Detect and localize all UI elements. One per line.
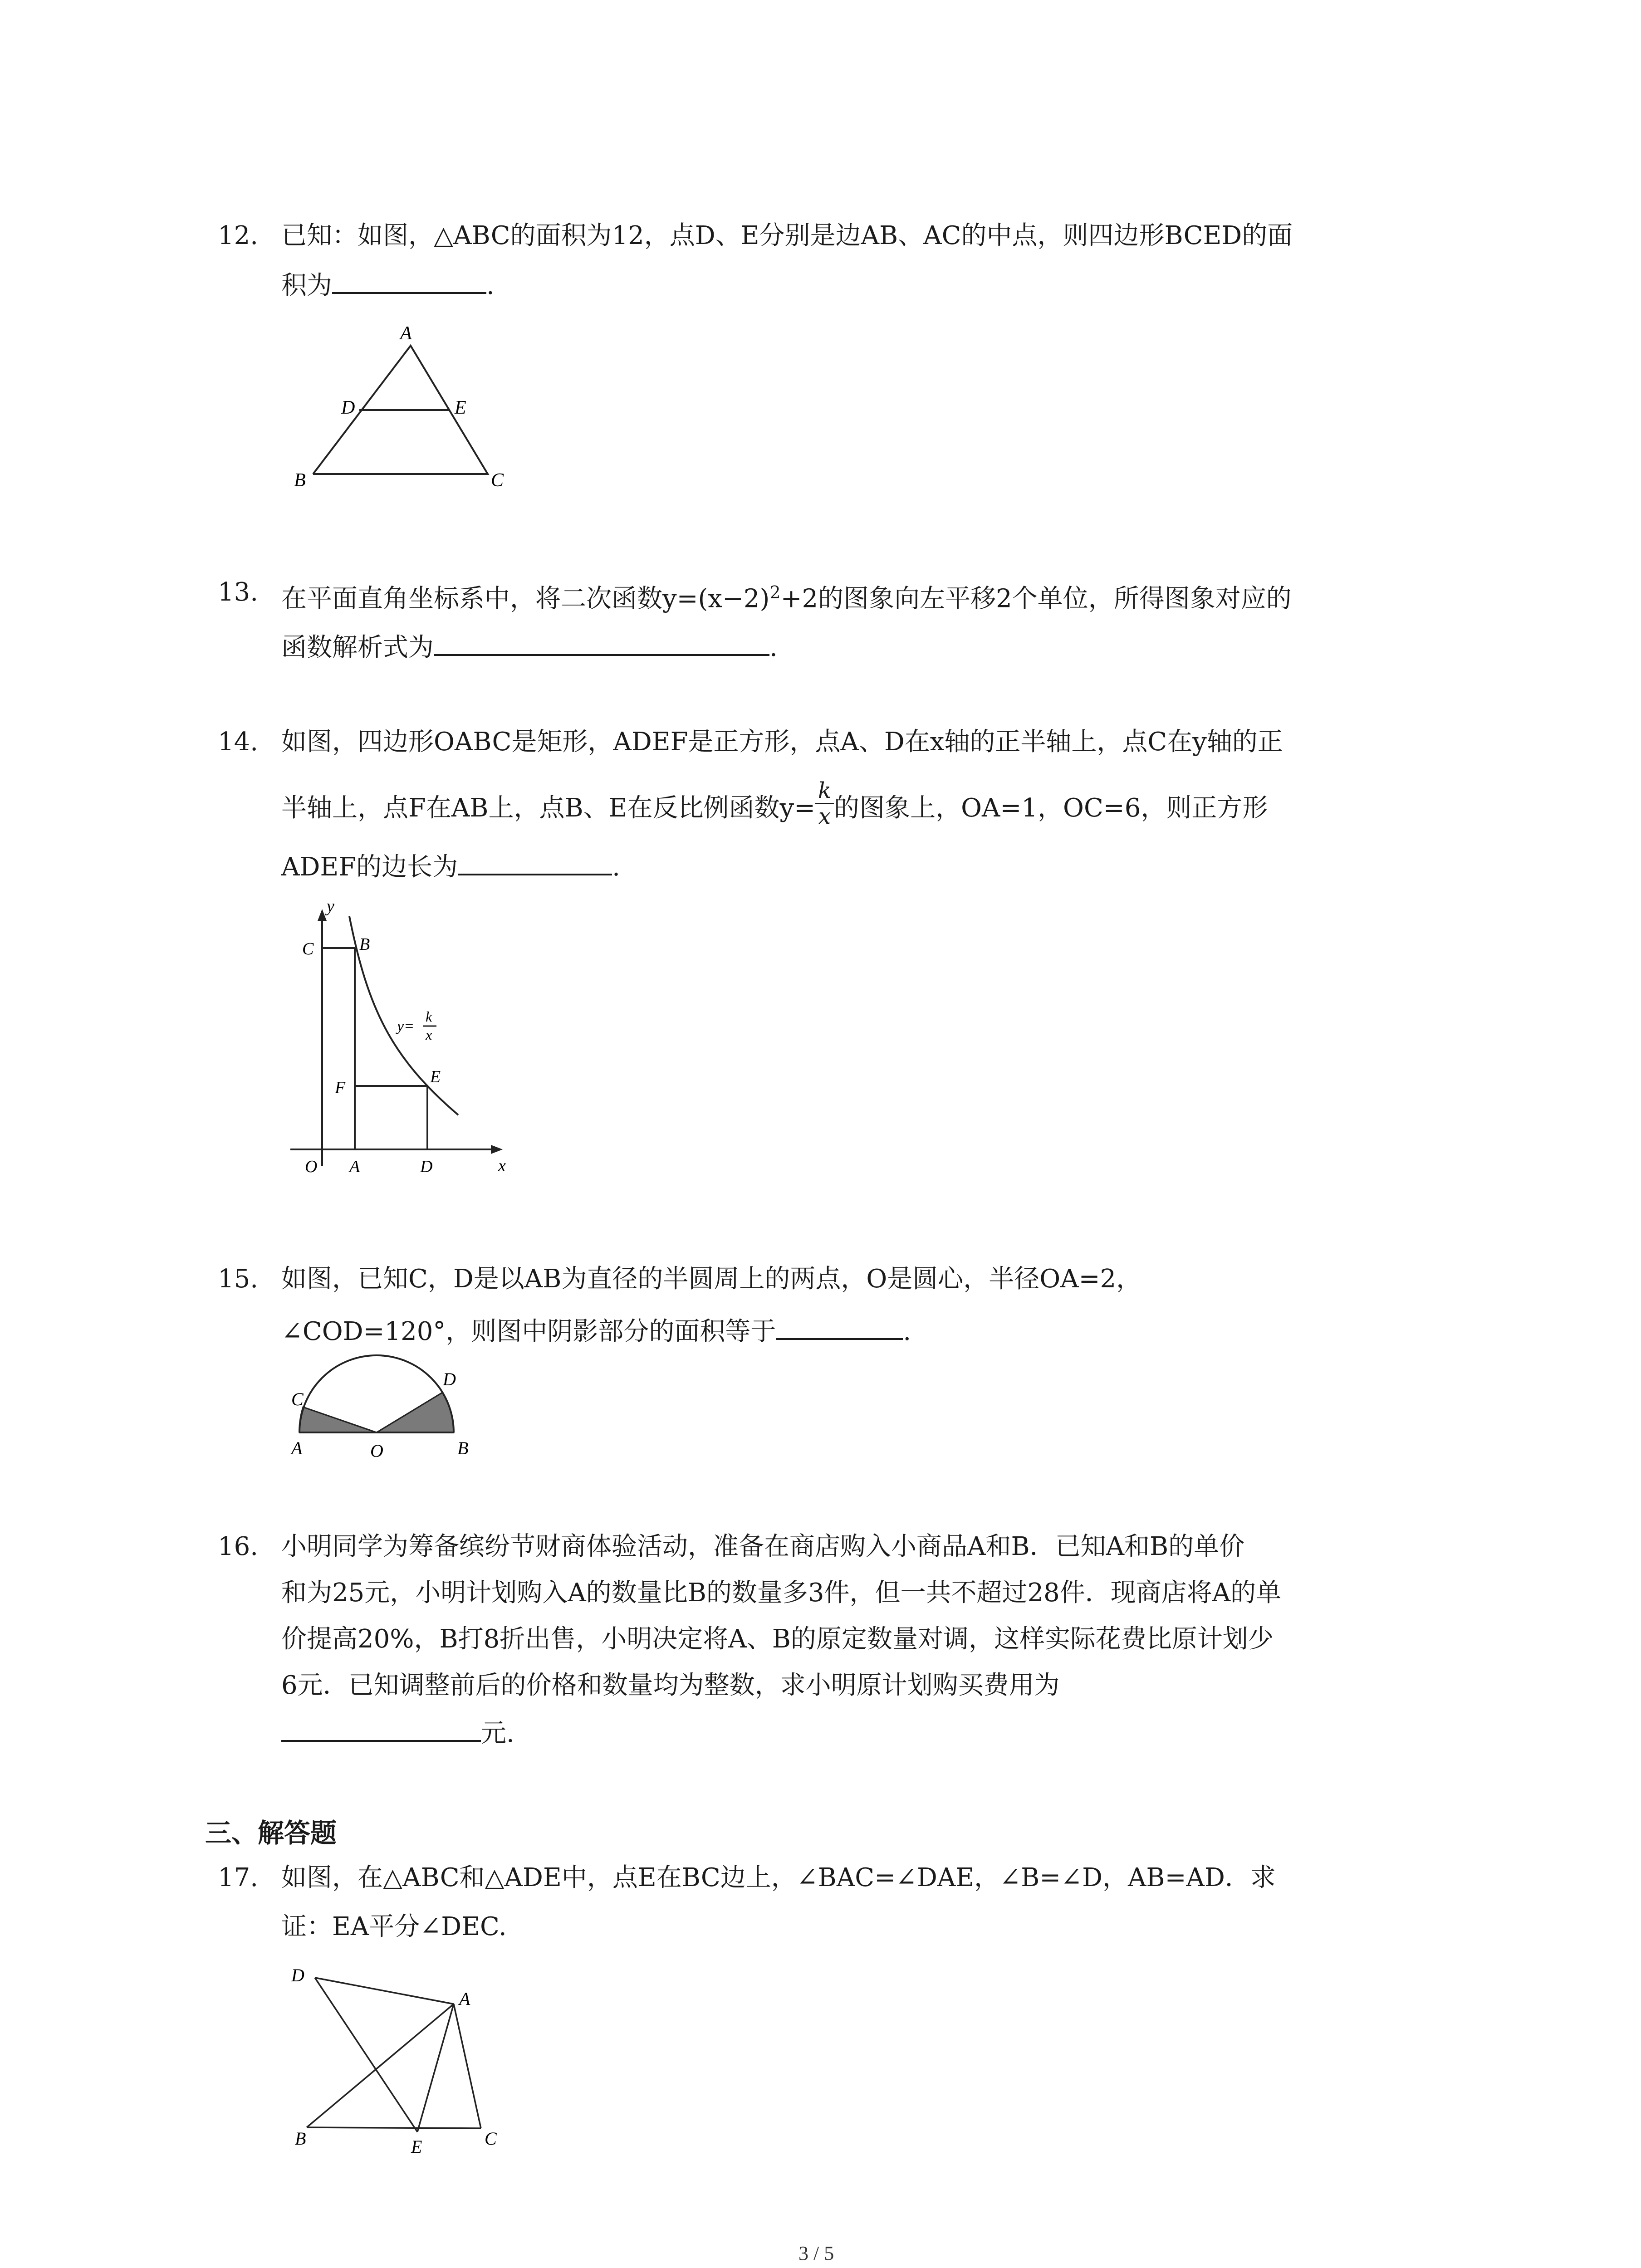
q13-exponent: 2 (769, 582, 781, 602)
q17-label-A: A (459, 1989, 470, 2009)
q15-line2-suffix: . (903, 1317, 911, 1346)
q15-label-D: D (443, 1369, 456, 1389)
q14-label-A: A (349, 1157, 360, 1176)
q17-label-B: B (295, 2128, 306, 2149)
q14-curve-den: x (426, 1026, 432, 1043)
q14-line2-b: 的图象上，OA=1，OC=6，则正方形 (834, 793, 1268, 823)
q13-line1-a: 在平面直角坐标系中，将二次函数y=(x−2) (281, 584, 770, 614)
q13-line1 (281, 580, 1292, 612)
q15-label-C: C (291, 1389, 304, 1409)
section-title: 三、解答题 (205, 1818, 337, 1848)
q17-line2: 证：EA平分∠DEC. (281, 1912, 507, 1941)
q14-frac-den: x (818, 804, 831, 829)
q14-label-x: x (498, 1156, 506, 1175)
q12-label-A: A (400, 323, 412, 344)
q17-label-D: D (291, 1965, 304, 1985)
q15-label-O: O (370, 1441, 383, 1461)
q15-line2 (281, 1317, 911, 1344)
q12-line2-suffix: . (486, 271, 495, 300)
q16-line1: 小明同学为筹备缤纷节财商体验活动，准备在商店购入小商品A和B．已知A和B的单价 (281, 1532, 1245, 1561)
q12-label-E: E (455, 397, 466, 418)
q13-line2-suffix: . (769, 633, 778, 662)
q16-line5-suffix: 元. (481, 1719, 514, 1748)
answer-blank-q15[interactable] (776, 1317, 903, 1340)
answer-blank-q14[interactable] (458, 853, 612, 875)
q15-label-B: B (457, 1438, 469, 1458)
q17-line1: 如图，在△ABC和△ADE中，点E在BC边上，∠BAC=∠DAE，∠B=∠D，AB=AD．求 (281, 1863, 1276, 1892)
q14-curve-num: k (426, 1008, 432, 1025)
answer-blank-q13[interactable] (434, 633, 769, 656)
q14-number: 14. (218, 727, 259, 757)
q15-line1: 如图，已知C，D是以AB为直径的半圆周上的两点，O是圆心，半径OA=2， (281, 1264, 1142, 1294)
q14-line2-a: 半轴上，点F在AB上，点B、E在反比例函数y= (281, 793, 816, 823)
page-number: 3 / 5 (798, 2242, 834, 2264)
q14-label-y: y (327, 897, 334, 916)
q14-label-O: O (305, 1157, 318, 1176)
q14-label-F: F (335, 1078, 346, 1097)
q14-label-E: E (430, 1067, 441, 1086)
q15-line2-prefix: ∠COD=120°，则图中阴影部分的面积等于 (281, 1317, 776, 1346)
q17-label-E: E (411, 2136, 422, 2157)
answer-blank-q16[interactable] (281, 1719, 481, 1742)
q16-line4: 6元．已知调整前后的价格和数量均为整数，求小明原计划购买费用为 (281, 1671, 1060, 1700)
q13-line1-b: +2的图象向左平移2个单位，所得图象对应的 (780, 584, 1292, 614)
q16-number: 16. (218, 1532, 259, 1561)
q12-line2 (281, 271, 495, 298)
q12-line2-prefix: 积为 (281, 271, 332, 300)
q17-label-C: C (485, 2128, 497, 2149)
q17-figure (281, 1964, 535, 2164)
q12-label-B: B (294, 470, 306, 491)
q14-label-B: B (359, 935, 370, 954)
q14-label-D: D (420, 1157, 433, 1176)
q12-figure (281, 318, 535, 508)
q14-line3-prefix: ADEF的边长为 (281, 852, 458, 882)
q14-frac-num: k (815, 778, 834, 804)
answer-blank-q12[interactable] (332, 271, 486, 294)
q17-number: 17. (218, 1863, 259, 1892)
q13-line2 (281, 633, 778, 660)
q14-figure (281, 894, 517, 1193)
q12-line1: 已知：如图，△ABC的面积为12，点D、E分别是边AB、AC的中点，则四边形BCED的面 (281, 221, 1293, 250)
q14-line3-suffix: . (612, 852, 620, 882)
q14-line1: 如图，四边形OABC是矩形，ADEF是正方形，点A、D在x轴的正半轴上，点C在y轴的正 (281, 727, 1283, 757)
q16-line2: 和为25元，小明计划购入A的数量比B的数量多3件，但一共不超过28件．现商店将A的单 (281, 1578, 1282, 1608)
q14-curve-prefix: y= (397, 1018, 415, 1035)
q15-number: 15. (218, 1264, 259, 1294)
q16-line5 (281, 1719, 514, 1746)
q13-number: 13. (218, 577, 259, 607)
q14-line2 (281, 778, 1268, 835)
q14-label-C: C (302, 939, 314, 958)
q15-figure (281, 1356, 490, 1474)
q15-label-A: A (291, 1438, 303, 1458)
q16-line3: 价提高20%，B打8折出售，小明决定将A、B的原定数量对调，这样实际花费比原计划少 (281, 1624, 1274, 1654)
q12-label-C: C (491, 470, 504, 491)
q12-label-D: D (341, 397, 355, 418)
q12-number: 12. (218, 221, 259, 250)
q14-line3 (281, 853, 620, 880)
q13-line2-prefix: 函数解析式为 (281, 633, 434, 662)
q14-fraction (815, 778, 834, 829)
